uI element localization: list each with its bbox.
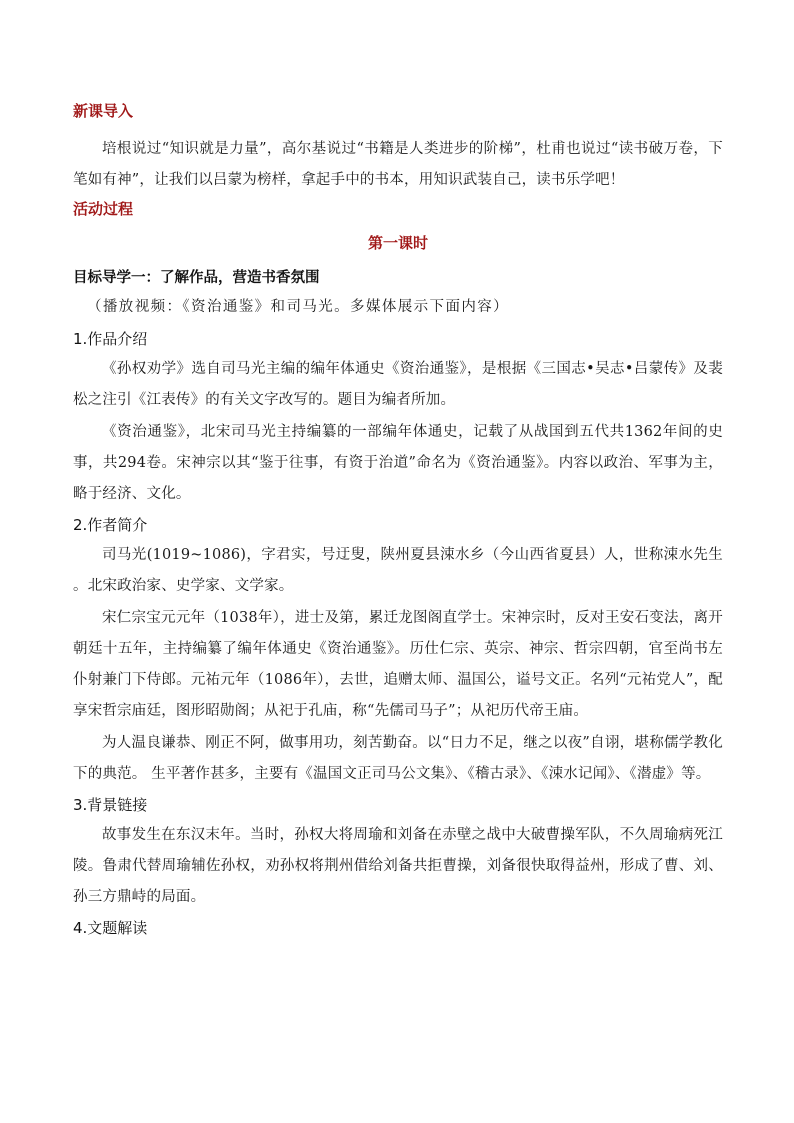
works-paragraph-1: 《孙权劝学》选自司马光主编的编年体通史《资治通鉴》，是根据《三国志•吴志•吕蒙传》及裴松之注引《江表传》的有关文字改写的。题目为编者所加。 <box>73 361 723 408</box>
background-title: 3.背景链接 <box>73 796 148 814</box>
author-title: 2.作者简介 <box>73 516 148 534</box>
author-paragraph-2: 宋仁宗宝元元年（1038年），进士及第，累迁龙图阁直学士。宋神宗时，反对王安石变法，离开朝廷十五年，主持编纂了编年体通史《资治通鉴》。历仕仁宗、英宗、神宗、哲宗四朝，官至尚书左仆射兼门下侍郎。元祐元年（1086年），去世，追赠太师、温国公，谥号文正。名列“元祐党人”，配享宋哲宗庙廷，图形昭勋阁；从祀于孔庙，称“先儒司马子”；从祀历代帝王庙。 <box>73 610 723 719</box>
intro-heading: 新课导入 <box>73 102 134 120</box>
document-content <box>73 98 723 939</box>
activity-heading: 活动过程 <box>73 200 134 218</box>
author-paragraph-1: 司马光(1019~1086)，字君实，号迂叟，陕州夏县涑水乡（今山西省夏县）人，世称涑水先生 。北宋政治家、史学家、文学家。 <box>73 547 723 594</box>
goal-heading: 目标导学一：了解作品，营造书香氛围 <box>73 270 320 286</box>
background-paragraph: 故事发生在东汉末年。当时，孙权大将周瑜和刘备在赤壁之战中大破曹操军队，不久周瑜病死江陵。鲁肃代替周瑜辅佐孙权，劝孙权将荆州借给刘备共拒曹操，刘备很快取得益州，形成了曹、刘、孙三方鼎峙的局面。 <box>73 827 723 905</box>
title-reading-title: 4.文题解读 <box>73 919 148 937</box>
author-paragraph-3: 为人温良谦恭、刚正不阿，做事用功，刻苦勤奋。以“日力不足，继之以夜”自诩，堪称儒学教化下的典范。 生平著作甚多，主要有《温国文正司马公文集》、《稽古录》、《涑水记闻》、《潜虚》等。 <box>73 735 723 782</box>
lesson-title: 第一课时 <box>367 234 428 252</box>
works-paragraph-2: 《资治通鉴》，北宋司马光主持编纂的一部编年体通史，记载了从战国到五代共1362年间的史事，共294卷。宋神宗以其“鉴于往事，有资于治道”命名为《资治通鉴》。内容以政治、军事为主，略于经济、文化。 <box>73 424 723 502</box>
intro-paragraph: 培根说过“知识就是力量”，高尔基说过“书籍是人类进步的阶梯”，杜甫也说过“读书破万卷，下笔如有神”，让我们以吕蒙为榜样，拿起手中的书本，用知识武装自己，读书乐学吧！ <box>73 141 723 188</box>
video-note: （播放视频：《资治通鉴》和司马光。多媒体展示下面内容） <box>87 299 510 315</box>
works-title: 1.作品介绍 <box>73 330 148 348</box>
